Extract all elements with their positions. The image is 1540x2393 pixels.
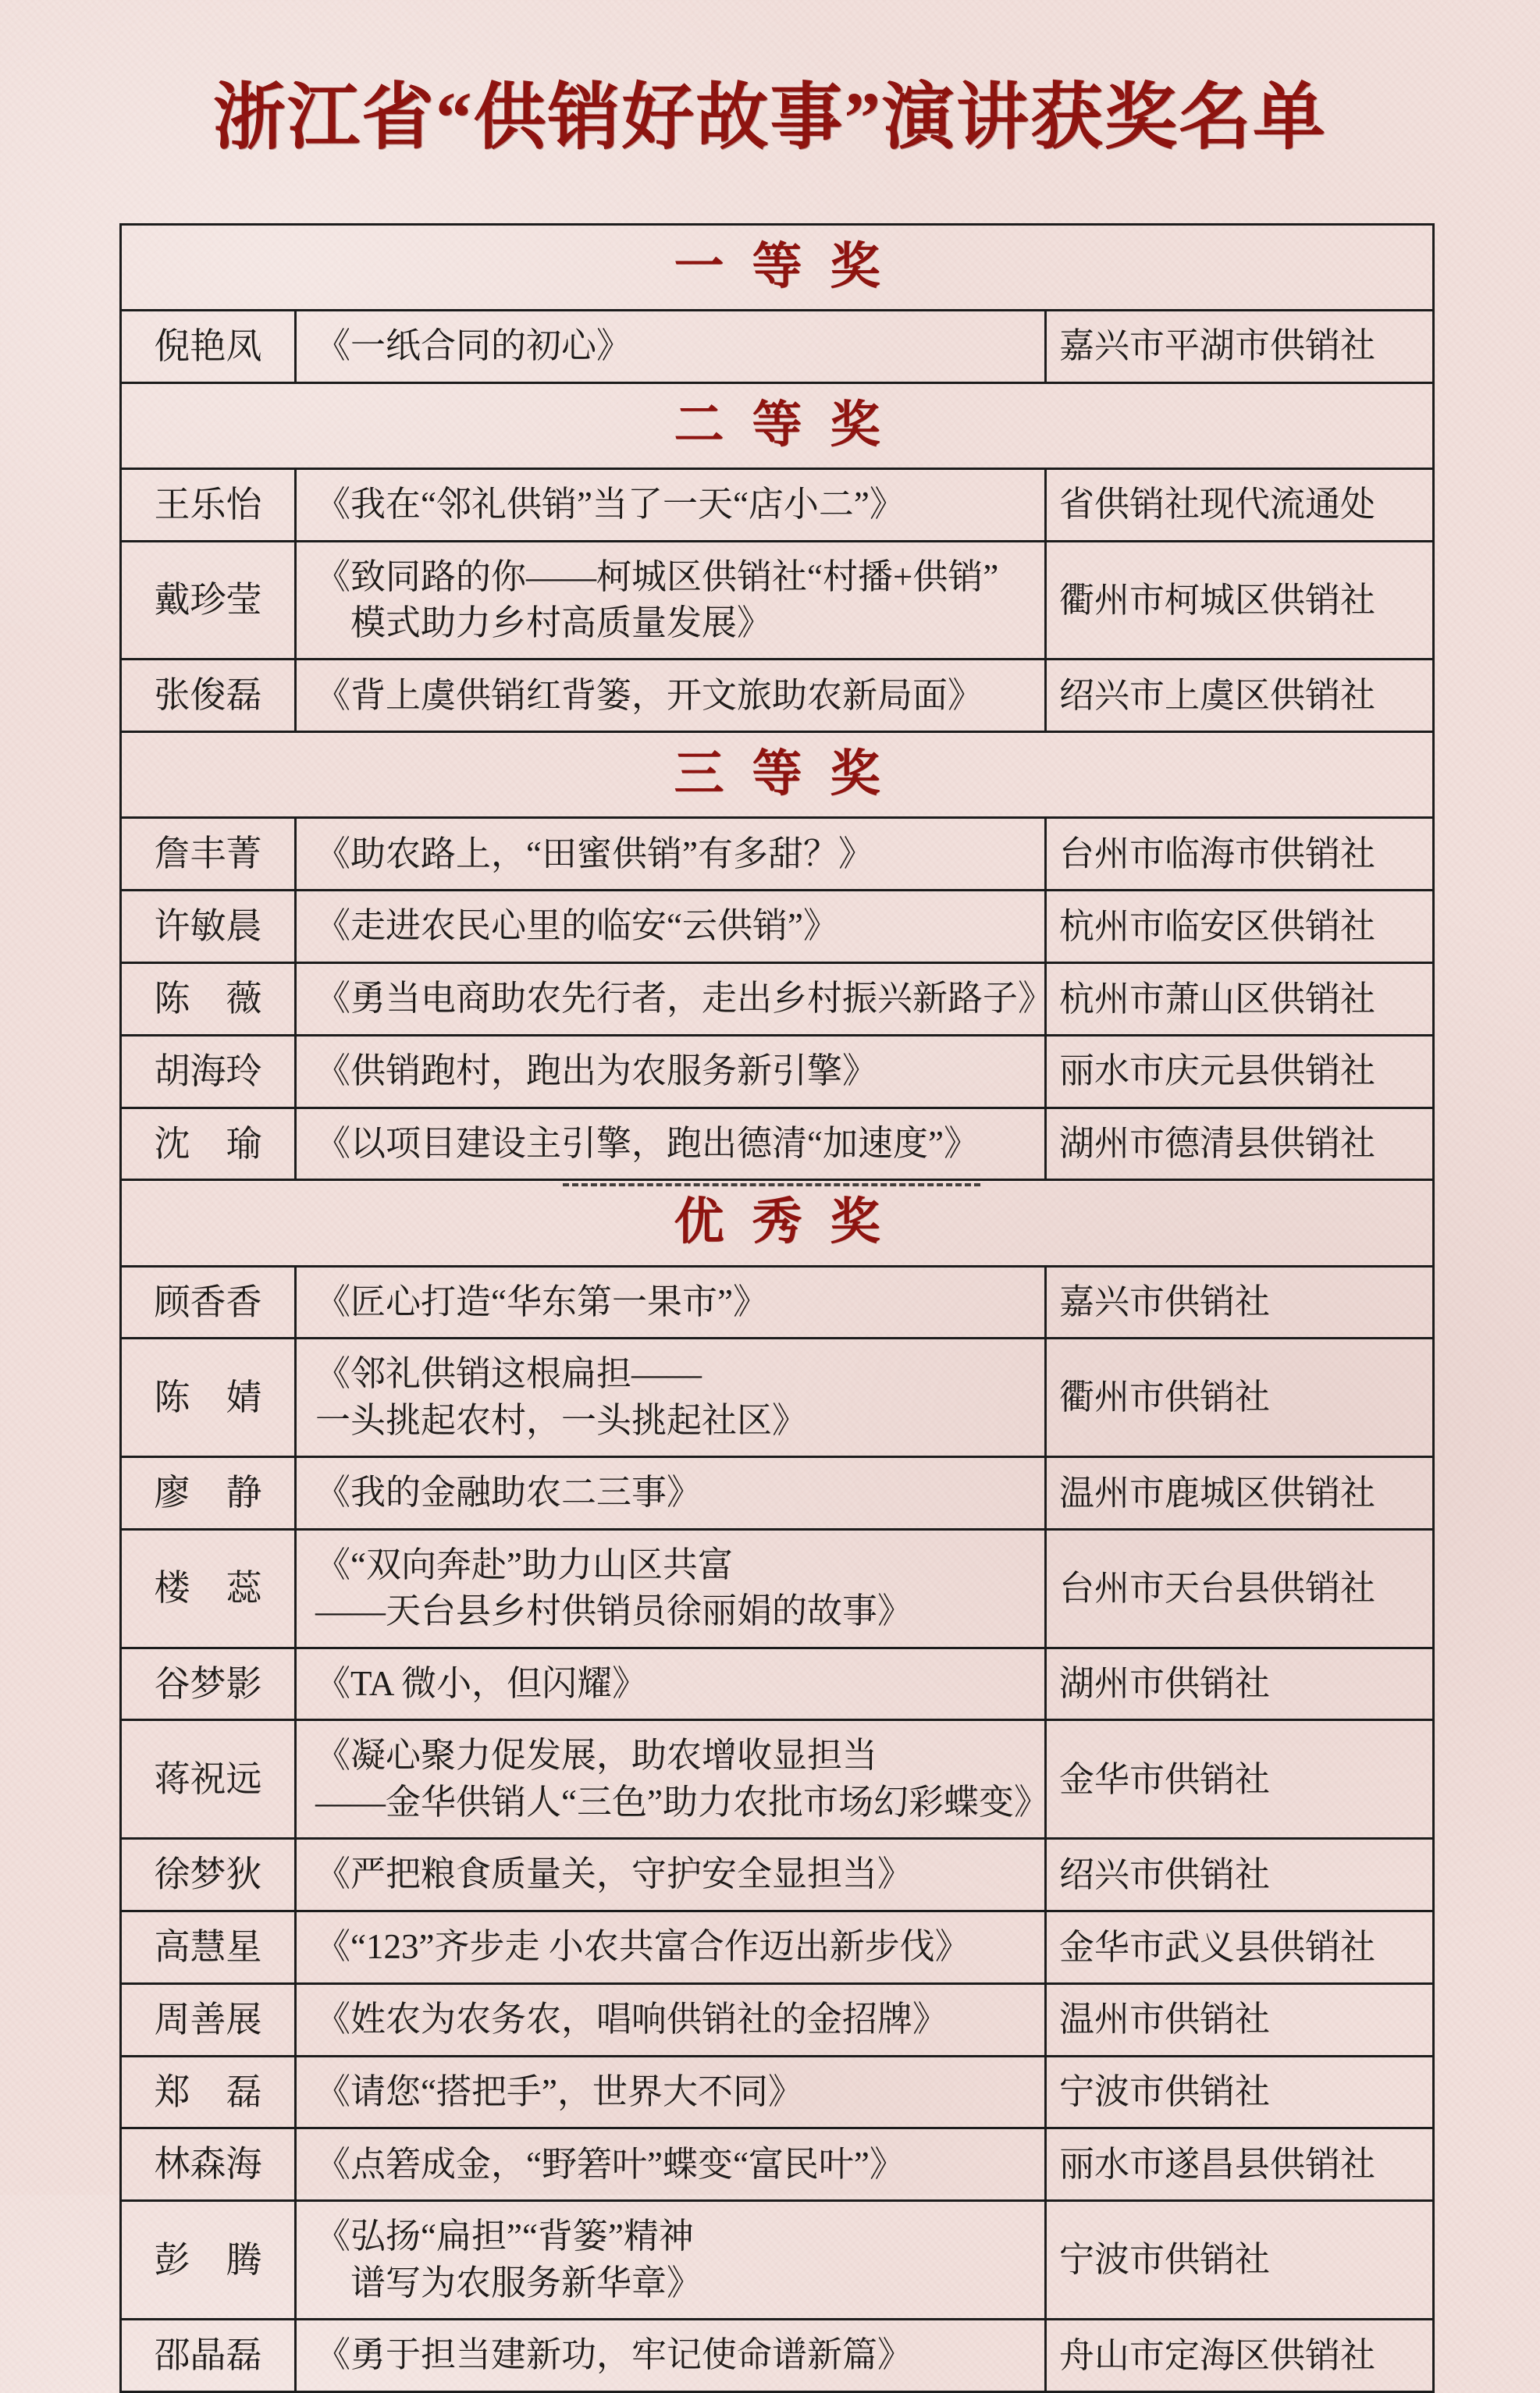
winner-name-cell: 戴珍莹 bbox=[121, 541, 296, 660]
speech-title-line: 《匠心打造“华东第一果市”》 bbox=[315, 1282, 768, 1321]
winner-row bbox=[121, 2056, 1434, 2128]
speech-title-line: 《点箬成金，“野箬叶”蝶变“富民叶”》 bbox=[315, 2144, 905, 2184]
award-section-row bbox=[121, 224, 1434, 310]
speech-title-cell bbox=[296, 1839, 1046, 1911]
winner-row bbox=[121, 1911, 1434, 1984]
winner-name-cell: 谷梦影 bbox=[121, 1648, 296, 1720]
winner-row bbox=[121, 310, 1434, 382]
speech-title-line: 《走进农民心里的临安“云供销”》 bbox=[315, 906, 838, 946]
speech-title-line: 《“123”齐步走 小农共富合作迈出新步伐》 bbox=[315, 1927, 970, 1967]
dashed-line-artifact bbox=[563, 1183, 980, 1186]
speech-title-cell bbox=[296, 1035, 1046, 1108]
winner-row bbox=[121, 2201, 1434, 2320]
speech-title-line: 《一纸合同的初心》 bbox=[315, 325, 632, 365]
winner-row bbox=[121, 468, 1434, 541]
winner-name-cell: 张俊磊 bbox=[121, 660, 296, 732]
organization-cell: 温州市鹿城区供销社 bbox=[1046, 1457, 1434, 1530]
organization-cell: 台州市临海市供销社 bbox=[1046, 818, 1434, 891]
speech-title-line: 《勇当电商助农先行者，走出乡村振兴新路子》 bbox=[315, 979, 1054, 1019]
organization-cell: 杭州市萧山区供销社 bbox=[1046, 962, 1434, 1035]
speech-title-cell bbox=[296, 1266, 1046, 1339]
organization-cell: 杭州市临安区供销社 bbox=[1046, 891, 1434, 963]
organization-cell: 湖州市德清县供销社 bbox=[1046, 1108, 1434, 1180]
speech-title-cell bbox=[296, 1529, 1046, 1648]
winner-row bbox=[121, 1529, 1434, 1648]
winner-name-cell: 邵晶磊 bbox=[121, 2320, 296, 2392]
speech-title-line: 《勇于担当建新功，牢记使命谱新篇》 bbox=[315, 2335, 913, 2375]
winner-row bbox=[121, 2128, 1434, 2201]
speech-title-cell bbox=[296, 962, 1054, 1035]
award-section-row bbox=[121, 732, 1434, 818]
award-section-header bbox=[121, 224, 1434, 310]
speech-title-line: 《“双向奔赴”助力山区共富 bbox=[315, 1545, 733, 1584]
winner-row bbox=[121, 1839, 1434, 1911]
speech-title-line: ——金华供销人“三色”助力农批市场幻彩蝶变》 bbox=[315, 1782, 1049, 1822]
organization-cell: 嘉兴市供销社 bbox=[1046, 1266, 1434, 1339]
winner-row bbox=[121, 1457, 1434, 1530]
organization-cell: 丽水市遂昌县供销社 bbox=[1046, 2128, 1434, 2201]
winner-name-cell: 林森海 bbox=[121, 2128, 296, 2201]
winner-name-cell: 詹丰菁 bbox=[121, 818, 296, 891]
speech-title-cell bbox=[296, 1339, 1046, 1457]
winner-row bbox=[121, 1648, 1434, 1720]
speech-title-cell bbox=[296, 2201, 1046, 2320]
winner-name-cell: 廖 静 bbox=[121, 1457, 296, 1530]
organization-cell: 舟山市定海区供销社 bbox=[1046, 2320, 1434, 2392]
organization-cell: 省供销社现代流通处 bbox=[1046, 468, 1434, 541]
organization-cell: 衢州市柯城区供销社 bbox=[1046, 541, 1434, 660]
speech-title-line: 《邻礼供销这根扁担—— bbox=[315, 1354, 702, 1394]
speech-title-line: ——天台县乡村供销员徐丽娟的故事》 bbox=[315, 1591, 913, 1631]
winner-row bbox=[121, 1035, 1434, 1108]
speech-title-line: 《助农路上，“田蜜供销”有多甜？》 bbox=[315, 834, 873, 873]
speech-title-line: 一头挑起农村，一头挑起社区》 bbox=[315, 1400, 808, 1440]
award-table-body bbox=[121, 224, 1434, 2391]
award-section-header bbox=[121, 1180, 1434, 1266]
organization-cell: 温州市供销社 bbox=[1046, 1983, 1434, 2056]
winner-row bbox=[121, 1266, 1434, 1339]
speech-title-line: 《严把粮食质量关，守护安全显担当》 bbox=[315, 1854, 913, 1894]
organization-cell: 绍兴市上虞区供销社 bbox=[1046, 660, 1434, 732]
organization-cell: 宁波市供销社 bbox=[1046, 2201, 1434, 2320]
award-section-row bbox=[121, 1180, 1434, 1266]
winner-name-cell: 许敏晨 bbox=[121, 891, 296, 963]
speech-title-cell bbox=[296, 818, 1046, 891]
winner-name-cell: 胡海玲 bbox=[121, 1035, 296, 1108]
winner-row bbox=[121, 541, 1434, 660]
organization-cell: 宁波市供销社 bbox=[1046, 2056, 1434, 2128]
winner-name-cell: 沈 瑜 bbox=[121, 1108, 296, 1180]
winner-row bbox=[121, 1108, 1434, 1180]
speech-title-line: 《背上虞供销红背篓，开文旅助农新局面》 bbox=[315, 675, 983, 715]
speech-title-line: 《TA 微小，但闪耀》 bbox=[315, 1663, 648, 1703]
award-section-label: 二 等 奖 bbox=[674, 396, 888, 453]
speech-title-cell bbox=[296, 891, 1046, 963]
organization-cell: 湖州市供销社 bbox=[1046, 1648, 1434, 1720]
speech-title-line: 《凝心聚力促发展，助农增收显担当 bbox=[315, 1736, 878, 1776]
award-section-label: 一 等 奖 bbox=[674, 238, 888, 294]
winner-row bbox=[121, 2320, 1434, 2392]
organization-cell: 丽水市庆元县供销社 bbox=[1046, 1035, 1434, 1108]
winner-row bbox=[121, 891, 1434, 963]
organization-cell: 绍兴市供销社 bbox=[1046, 1839, 1434, 1911]
award-section-header bbox=[121, 732, 1434, 818]
winner-name-cell: 徐梦狄 bbox=[121, 1839, 296, 1911]
speech-title-line: 《我在“邻礼供销”当了一天“店小二”》 bbox=[315, 484, 905, 524]
winner-row bbox=[121, 660, 1434, 732]
speech-title-line: 《以项目建设主引擎，跑出德清“加速度”》 bbox=[315, 1123, 979, 1163]
speech-title-line: 《弘扬“扁担”“背篓”精神 bbox=[315, 2217, 694, 2256]
winner-row bbox=[121, 1339, 1434, 1457]
speech-title-cell bbox=[296, 1648, 1046, 1720]
organization-cell: 金华市武义县供销社 bbox=[1046, 1911, 1434, 1984]
speech-title-line: 《供销跑村，跑出为农服务新引擎》 bbox=[315, 1051, 878, 1090]
speech-title-line: 《姓农为农务农，唱响供销社的金招牌》 bbox=[315, 2000, 948, 2039]
winner-row bbox=[121, 962, 1434, 1035]
speech-title-line: 谱写为农服务新华章》 bbox=[315, 2263, 702, 2302]
speech-title-cell bbox=[296, 468, 1046, 541]
winner-name-cell: 陈 薇 bbox=[121, 962, 296, 1035]
winner-row bbox=[121, 818, 1434, 891]
speech-title-cell bbox=[296, 2128, 1046, 2201]
winner-name-cell: 顾香香 bbox=[121, 1266, 296, 1339]
winner-name-cell: 彭 腾 bbox=[121, 2201, 296, 2320]
winner-row bbox=[121, 1720, 1434, 1839]
winner-name-cell: 周善展 bbox=[121, 1983, 296, 2056]
speech-title-cell bbox=[296, 2320, 1046, 2392]
speech-title-cell bbox=[296, 1720, 1049, 1839]
speech-title-line: 模式助力乡村高质量发展》 bbox=[315, 603, 773, 642]
award-table bbox=[119, 223, 1435, 2393]
winner-name-cell: 楼 蕊 bbox=[121, 1529, 296, 1648]
organization-cell: 台州市天台县供销社 bbox=[1046, 1529, 1434, 1648]
speech-title-line: 《致同路的你——柯城区供销社“村播+供销” bbox=[315, 556, 999, 596]
award-section-label: 优 秀 奖 bbox=[674, 1194, 888, 1250]
speech-title-cell bbox=[296, 310, 1046, 382]
organization-cell: 嘉兴市平湖市供销社 bbox=[1046, 310, 1434, 382]
winner-name-cell: 郑 磊 bbox=[121, 2056, 296, 2128]
speech-title-line: 《请您“搭把手”，世界大不同》 bbox=[315, 2071, 803, 2111]
winner-name-cell: 陈 婧 bbox=[121, 1339, 296, 1457]
speech-title-line: 《我的金融助农二三事》 bbox=[315, 1473, 702, 1513]
speech-title-cell bbox=[296, 1457, 1046, 1530]
winner-name-cell: 高慧星 bbox=[121, 1911, 296, 1984]
organization-cell: 衢州市供销社 bbox=[1046, 1339, 1434, 1457]
speech-title-cell bbox=[296, 541, 1046, 660]
speech-title-cell bbox=[296, 1108, 1046, 1180]
speech-title-cell bbox=[296, 1983, 1046, 2056]
award-section-header bbox=[121, 382, 1434, 468]
winner-name-cell: 倪艳凤 bbox=[121, 310, 296, 382]
organization-cell: 金华市供销社 bbox=[1046, 1720, 1434, 1839]
page-title: 浙江省“供销好故事”演讲获奖名单 bbox=[213, 78, 1327, 158]
winner-name-cell: 王乐怡 bbox=[121, 468, 296, 541]
speech-title-cell bbox=[296, 660, 1046, 732]
speech-title-cell bbox=[296, 1911, 1046, 1984]
winner-name-cell: 蒋祝远 bbox=[121, 1720, 296, 1839]
speech-title-cell bbox=[296, 2056, 1046, 2128]
award-section-row bbox=[121, 382, 1434, 468]
winner-row bbox=[121, 1983, 1434, 2056]
award-section-label: 三 等 奖 bbox=[674, 746, 888, 802]
